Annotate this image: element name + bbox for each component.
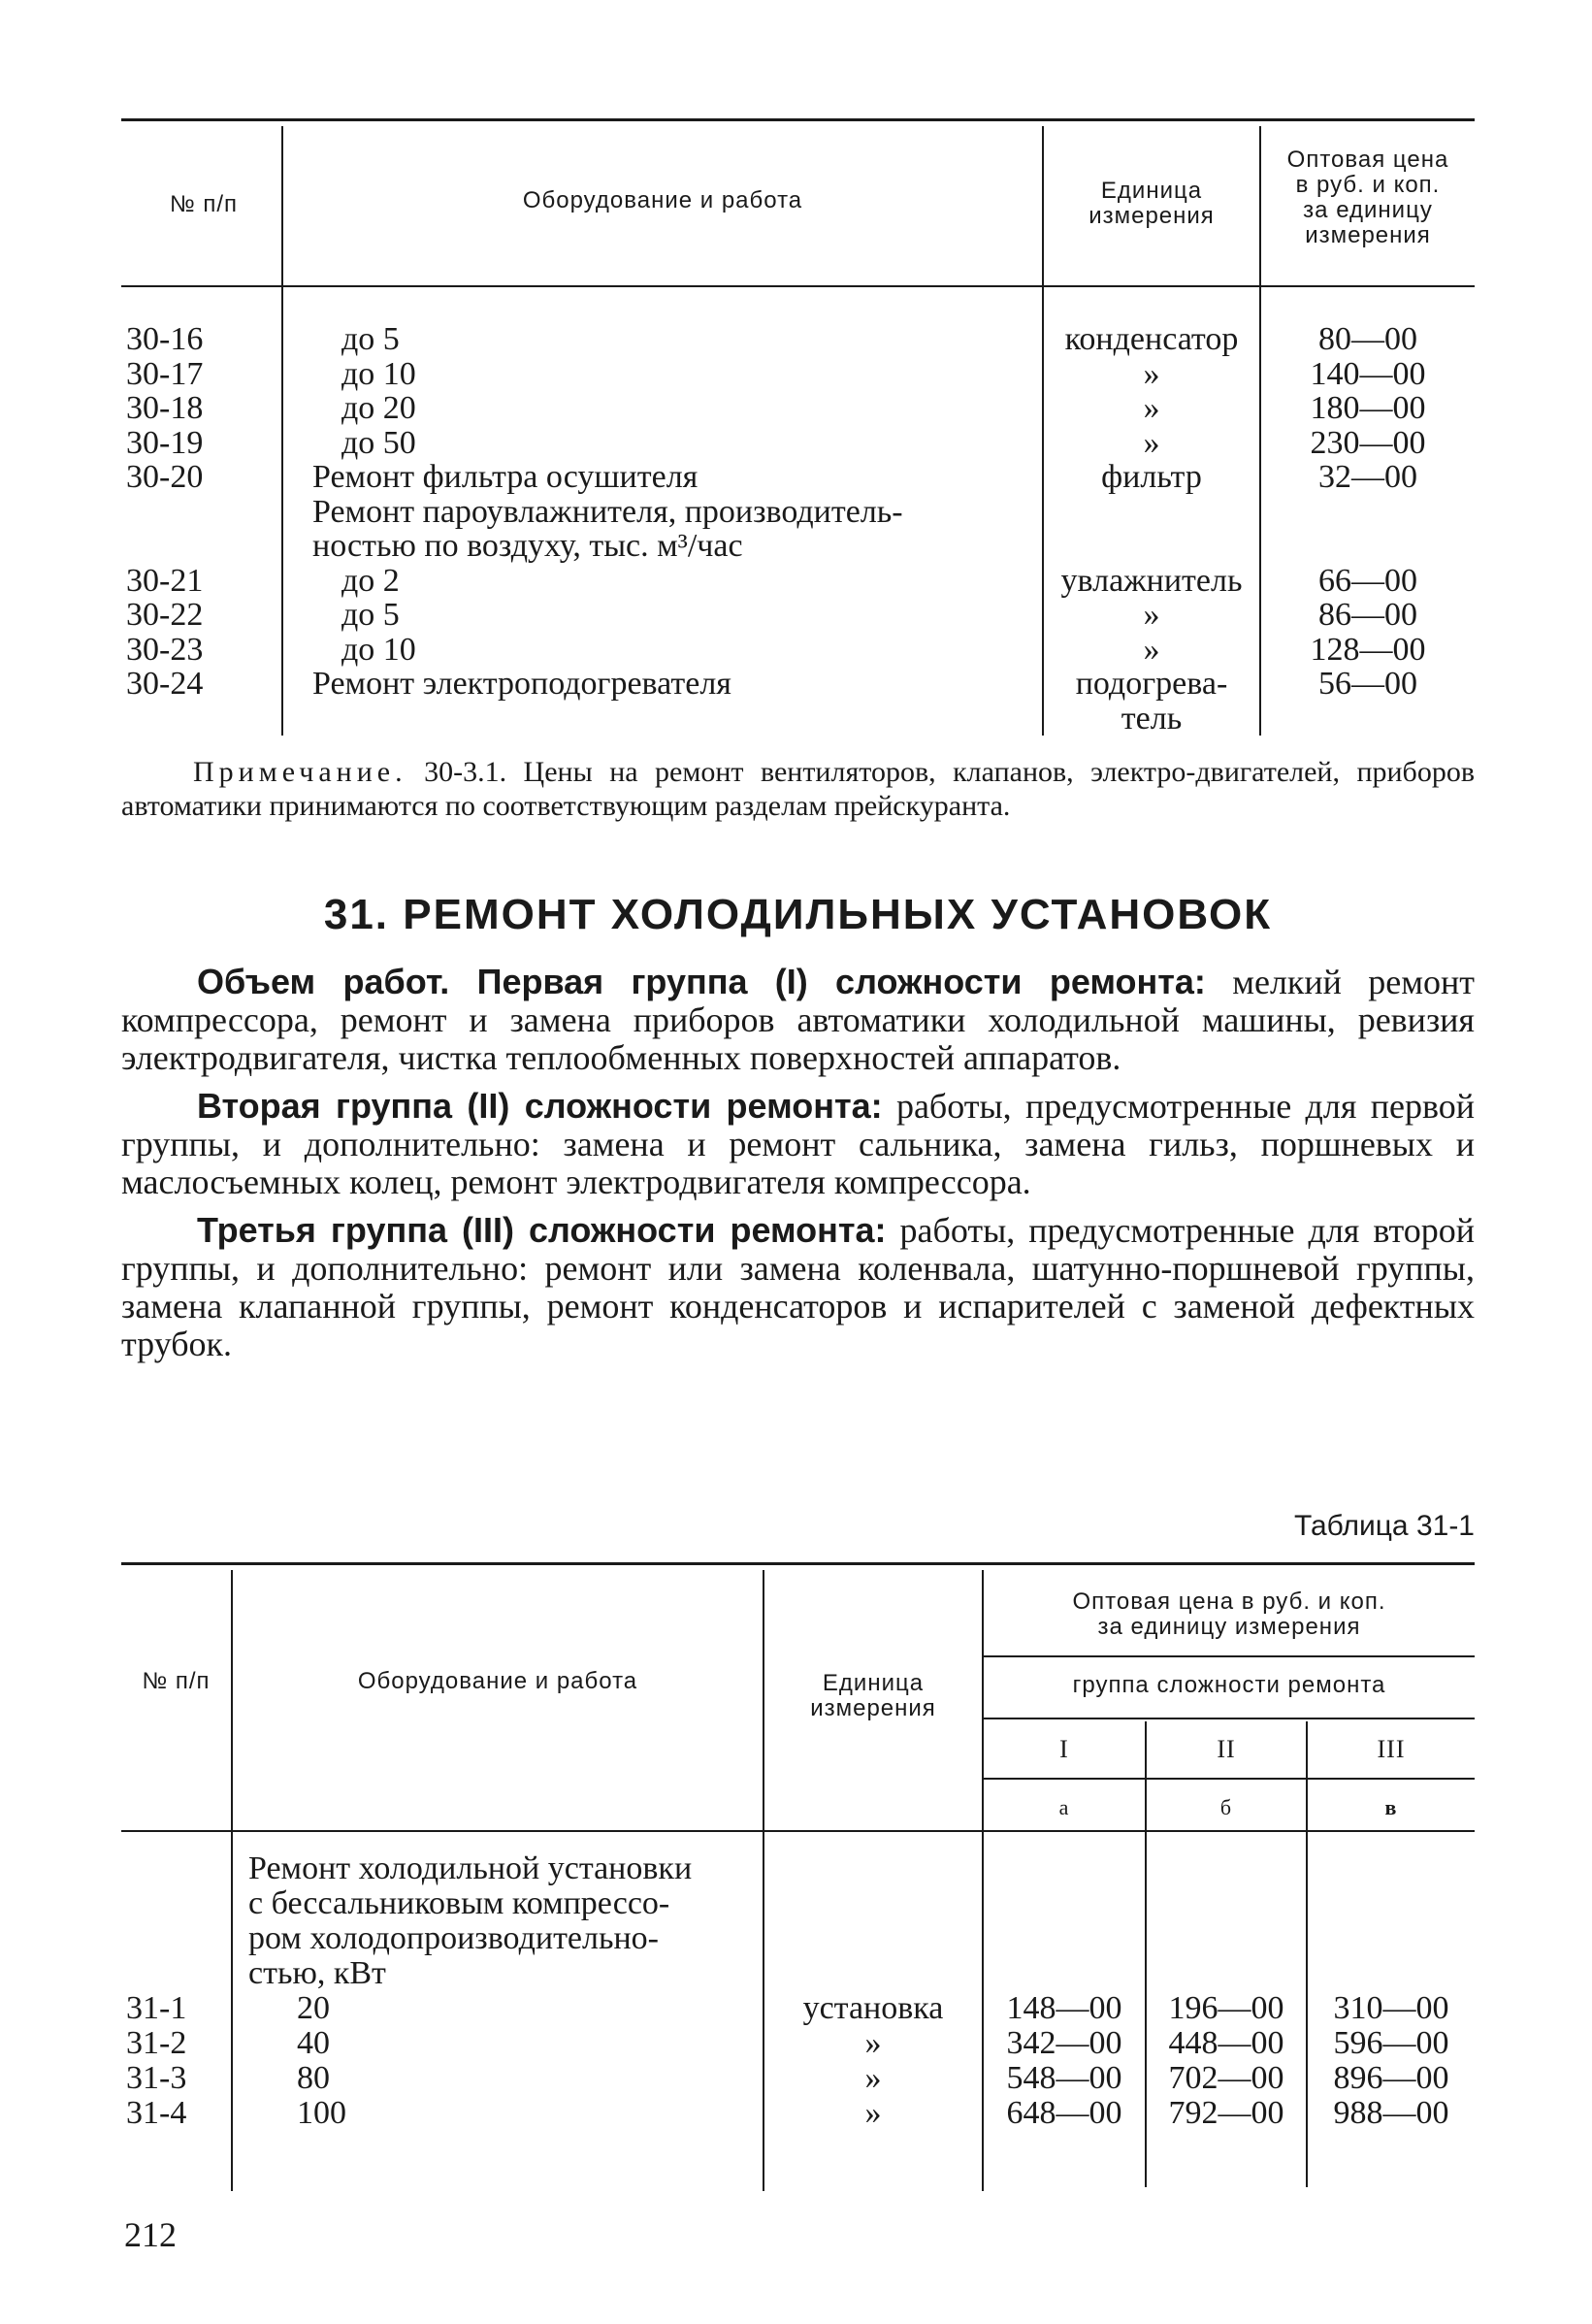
table-row: 30-23 xyxy=(126,631,204,668)
header-num: № п/п xyxy=(142,1668,211,1694)
table-cell: 56—00 xyxy=(1318,666,1417,702)
table-cell: подогрева- xyxy=(1075,666,1228,702)
table-cell xyxy=(312,702,1038,736)
table-caption: Таблица 31-1 xyxy=(1293,1510,1475,1542)
table-cell: тель xyxy=(1121,700,1183,736)
table-cell: 148—00 xyxy=(1006,1990,1122,2026)
paragraph-lead: Третья группа (III) сложности ремонта: xyxy=(197,1210,887,1250)
table-cell: 40 xyxy=(297,2025,330,2061)
section-body xyxy=(121,963,1475,1363)
table-cell: 596—00 xyxy=(1333,2025,1449,2061)
header-unit: Единица измерения xyxy=(1088,178,1215,229)
header-equipment: Оборудование и работа xyxy=(357,1668,638,1694)
column-num xyxy=(126,322,276,736)
column-capacity xyxy=(297,1991,491,2131)
table-cell xyxy=(1261,702,1475,736)
table-cell: 548—00 xyxy=(1006,2060,1122,2096)
table-row: 31-2 xyxy=(126,2025,187,2061)
column-unit xyxy=(1044,322,1259,736)
table-cell: до 5 xyxy=(341,321,400,357)
table-row xyxy=(126,702,276,736)
paragraph xyxy=(121,1087,1475,1201)
table-cell: установка xyxy=(802,1990,944,2026)
header-rule xyxy=(984,1655,1475,1657)
table-row: 30-22 xyxy=(126,597,204,633)
table-cell: фильтр xyxy=(1101,459,1202,495)
header-group-i: I xyxy=(1059,1735,1069,1763)
table-cell: Ремонт пароувлажнителя, производитель- xyxy=(312,493,903,530)
header-group-ii: II xyxy=(1217,1735,1236,1763)
column-num xyxy=(126,1991,228,2131)
header-rule xyxy=(984,1778,1475,1780)
header-rule xyxy=(984,1718,1475,1719)
table-cell: до 10 xyxy=(341,631,416,668)
table-row: 31-4 xyxy=(126,2095,187,2131)
table-cell: до 5 xyxy=(341,597,400,633)
table-row: 30-18 xyxy=(126,390,204,426)
table-row: 30-21 xyxy=(126,562,204,599)
column-divider xyxy=(281,126,283,736)
table-cell: 80—00 xyxy=(1318,321,1417,357)
table-cell: » xyxy=(864,2060,882,2096)
section-heading: 31. РЕМОНТ ХОЛОДИЛЬНЫХ УСТАНОВОК xyxy=(323,891,1273,938)
table-header-rule xyxy=(121,285,1475,287)
table-cell: до 50 xyxy=(341,424,416,461)
table-cell: » xyxy=(1143,631,1160,668)
header-num: № п/п xyxy=(169,191,239,217)
header-letter-a: а xyxy=(1058,1795,1070,1819)
table-cell: конденсатор xyxy=(1064,321,1239,357)
table-cell: 792—00 xyxy=(1168,2095,1284,2131)
table-cell: 342—00 xyxy=(1006,2025,1122,2061)
table-cell: 196—00 xyxy=(1168,1990,1284,2026)
column-equipment xyxy=(312,322,1038,736)
header-group: группа сложности ремонта xyxy=(1072,1672,1386,1698)
table-cell: 310—00 xyxy=(1333,1990,1449,2026)
header-letter-b: б xyxy=(1219,1795,1233,1819)
header-group-iii: III xyxy=(1377,1735,1406,1763)
column-price-c xyxy=(1308,1991,1475,2131)
table-cell: до 20 xyxy=(341,390,416,426)
table-top-rule xyxy=(121,1562,1475,1565)
table-cell: 230—00 xyxy=(1310,424,1426,461)
table-cell: до 2 xyxy=(341,562,400,599)
table-cell: » xyxy=(864,2095,882,2131)
table-cell: 32—00 xyxy=(1318,459,1417,495)
header-price: Оптовая цена в руб. и коп. за единицу измерения xyxy=(1072,1588,1386,1640)
note-text: 30-3.1. Цены на ремонт вентиляторов, клапанов, электро-двигателей, приборов автоматики принимаются по соответствующим разделам прейскуранта. xyxy=(121,756,1475,822)
paragraph-text: мелкий ремонт компрессора, ремонт и замена приборов автоматики холодильной машины, ревизия электродвигателя, чистка теплообменных поверхностей аппаратов. xyxy=(121,963,1475,1077)
table-cell: » xyxy=(1143,597,1160,633)
paragraph-text: работы, предусмотренные для первой группы, и дополнительно: замена и ремонт сальника, замена гильз, поршневых и маслосъемных колец, ремонт электродвигателя компрессора. xyxy=(121,1087,1475,1201)
table-cell: 140—00 xyxy=(1310,355,1426,392)
column-unit xyxy=(764,1991,982,2131)
column-price xyxy=(1261,322,1475,736)
table-cell: 80 xyxy=(297,2060,330,2096)
table-row xyxy=(126,495,276,530)
table-cell: Ремонт фильтра осушителя xyxy=(312,459,699,495)
table-row: 30-16 xyxy=(126,321,204,357)
column-divider xyxy=(231,1570,233,2191)
header-price: Оптовая цена в руб. и коп. за единицу измерения xyxy=(1286,147,1449,248)
paragraph-text: работы, предусмотренные для второй группы, и дополнительно: ремонт или замена коленвала, шатунно-поршневой группы, замена клапанной группы, ремонт конденсаторов и испарителей с заменой дефектных трубок. xyxy=(121,1211,1475,1363)
table-cell xyxy=(1261,495,1475,530)
header-letter-c: в xyxy=(1384,1795,1398,1819)
table-cell: 86—00 xyxy=(1318,597,1417,633)
table-cell xyxy=(1044,495,1259,530)
paragraph xyxy=(121,963,1475,1077)
table-cell: » xyxy=(1143,355,1160,392)
page-number: 212 xyxy=(124,2215,177,2254)
paragraph-lead: Объем работ. Первая группа (I) сложности ремонта: xyxy=(197,962,1206,1001)
table-cell: увлажнитель xyxy=(1060,562,1243,599)
paragraph-lead: Вторая группа (II) сложности ремонта: xyxy=(197,1086,883,1126)
table-cell: до 10 xyxy=(341,355,416,392)
table-top-rule xyxy=(121,118,1475,121)
table-cell: 20 xyxy=(297,1990,330,2026)
table-cell: 66—00 xyxy=(1318,562,1417,599)
table-cell xyxy=(1261,529,1475,564)
column-price-a xyxy=(984,1991,1145,2131)
table-cell xyxy=(1044,529,1259,564)
note-label: Примечание. xyxy=(193,756,407,788)
table-cell: » xyxy=(1143,424,1160,461)
table-cell: ностью по воздуху, тыс. м³/час xyxy=(312,528,743,564)
header-equipment: Оборудование и работа xyxy=(522,187,803,213)
column-price-b xyxy=(1147,1991,1306,2131)
table-cell: » xyxy=(1143,390,1160,426)
table-cell: » xyxy=(864,2025,882,2061)
table-cell: 100 xyxy=(297,2095,346,2131)
table-row: 30-24 xyxy=(126,666,204,702)
table-row xyxy=(126,529,276,564)
table-row: 31-1 xyxy=(126,1990,187,2026)
table-cell: 702—00 xyxy=(1168,2060,1284,2096)
table-row: 30-20 xyxy=(126,459,204,495)
table-row: 30-19 xyxy=(126,424,204,461)
table-cell: 448—00 xyxy=(1168,2025,1284,2061)
table-cell: 896—00 xyxy=(1333,2060,1449,2096)
table-row: 30-17 xyxy=(126,355,204,392)
header-unit: Единица измерения xyxy=(810,1670,936,1721)
table-header-rule xyxy=(121,1830,1475,1832)
paragraph xyxy=(121,1211,1475,1363)
table-cell: 128—00 xyxy=(1310,631,1426,668)
table-cell: 988—00 xyxy=(1333,2095,1449,2131)
intro-text: Ремонт холодильной установки с бессальниковым компрессо- ром холодопроизводительно- стью, кВт xyxy=(248,1850,693,1991)
table-note xyxy=(121,755,1475,823)
table-row: 31-3 xyxy=(126,2060,187,2096)
table-cell: 180—00 xyxy=(1310,390,1426,426)
table-cell: 648—00 xyxy=(1006,2095,1122,2131)
table-cell: Ремонт электроподогревателя xyxy=(312,666,731,702)
